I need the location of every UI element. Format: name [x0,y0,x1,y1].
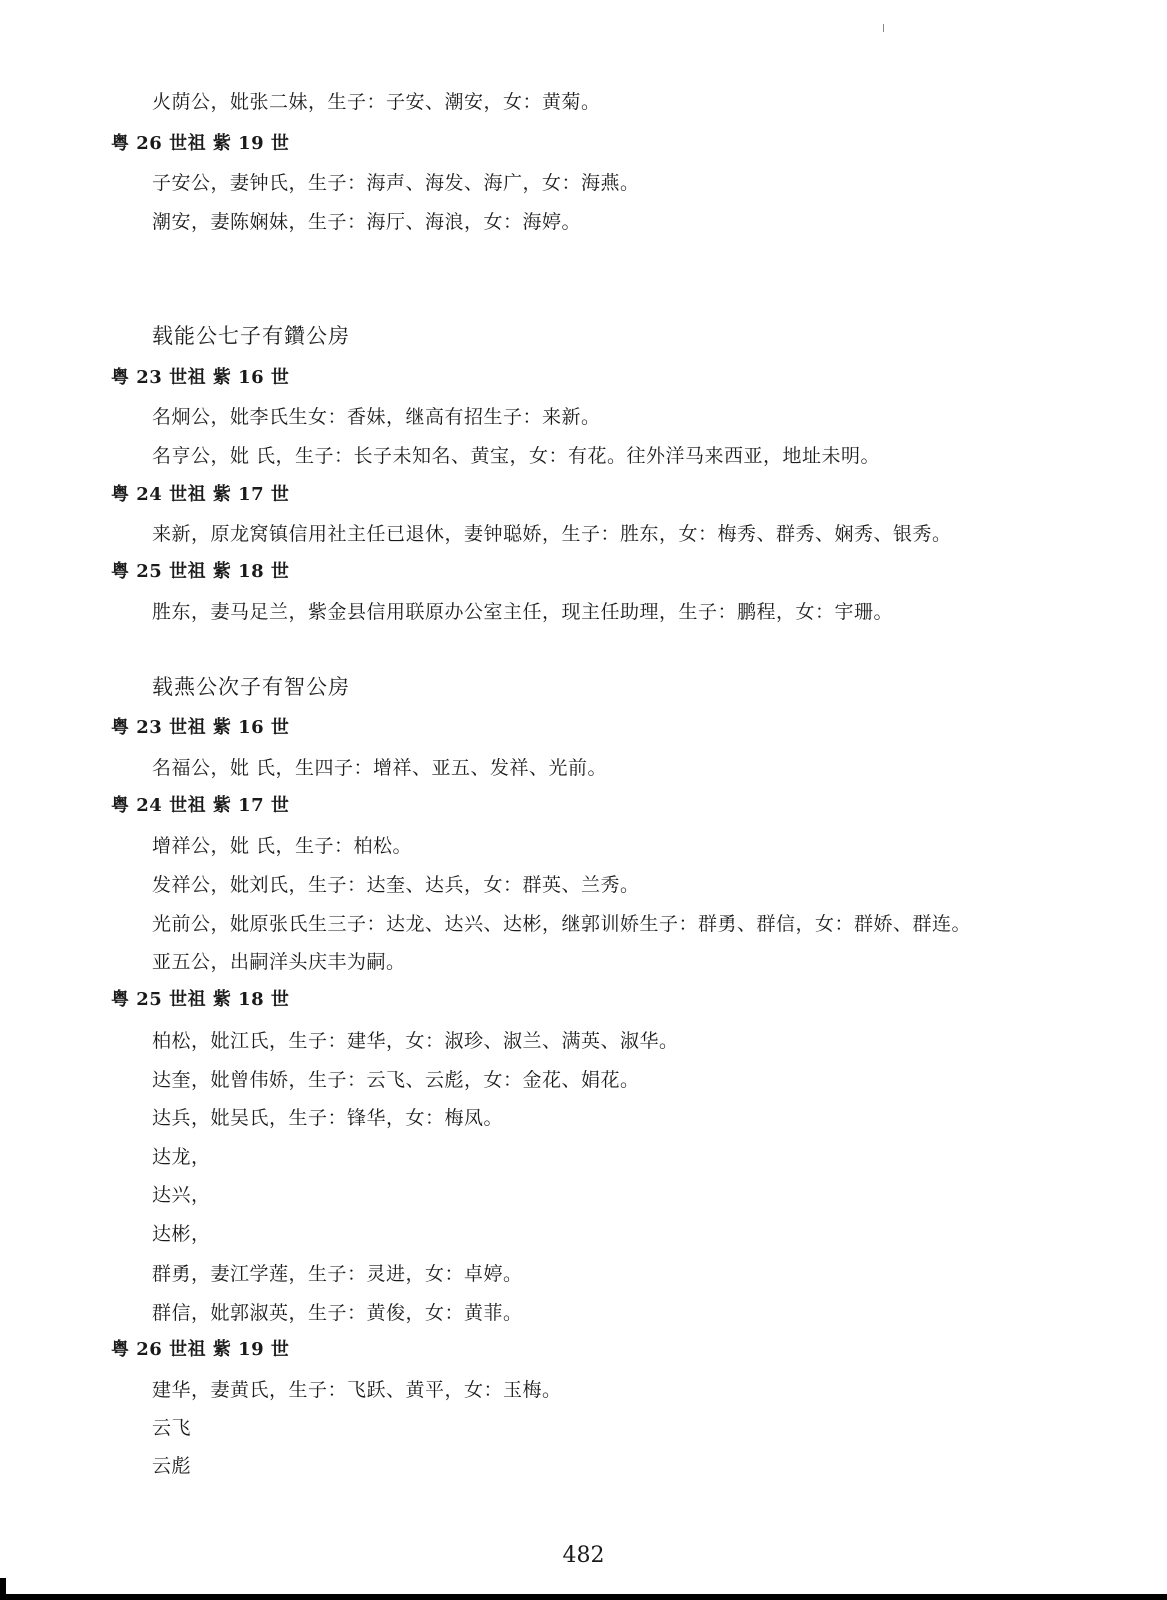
lineage-entry: 建华，妻黄氏，生子：飞跃、黄平，女：玉梅。 [152,1379,562,1401]
branch-heading: 载燕公次子有智公房 [152,675,350,699]
generation-heading: 粤 26 世祖 紫 19 世 [111,1339,290,1360]
generation-heading: 粤 23 世祖 紫 16 世 [111,717,290,738]
generation-heading: 粤 25 世祖 紫 18 世 [111,561,290,582]
lineage-entry: 达兵，妣吴氏，生子：锋华，女：梅凤。 [152,1107,504,1129]
lineage-entry: 达奎，妣曾伟娇，生子：云飞、云彪，女：金花、娟花。 [152,1069,640,1091]
lineage-entry: 火荫公，妣张二妹，生子：子安、潮安，女：黄菊。 [152,91,601,113]
lineage-entry: 发祥公，妣刘氏，生子：达奎、达兵，女：群英、兰秀。 [152,874,640,896]
lineage-entry: 名亨公，妣 氏，生子：长子未知名、黄宝，女：有花。往外洋马来西亚，地址未明。 [152,445,881,467]
lineage-entry: 潮安，妻陈娴妹，生子：海厅、海浪，女：海婷。 [152,211,582,233]
lineage-entry: 达兴， [152,1184,211,1206]
scan-edge-bottom [0,1594,1167,1600]
lineage-entry: 来新，原龙窝镇信用社主任已退休，妻钟聪娇，生子：胜东，女：梅秀、群秀、娴秀、银秀。 [152,523,952,545]
lineage-entry: 云飞 [152,1417,192,1439]
lineage-entry: 云彪 [152,1455,192,1477]
scan-edge-corner [0,1578,6,1600]
lineage-entry: 光前公，妣原张氏生三子：达龙、达兴、达彬，继郭训娇生子：群勇、群信，女：群娇、群连。 [152,913,972,935]
lineage-entry: 群信，妣郭淑英，生子：黄俊，女：黄菲。 [152,1302,523,1324]
page-number: 482 [562,1543,605,1568]
generation-heading: 粤 26 世祖 紫 19 世 [111,133,290,154]
lineage-entry: 达龙， [152,1146,211,1168]
generation-heading: 粤 24 世祖 紫 17 世 [111,795,290,816]
lineage-entry: 增祥公，妣 氏，生子：柏松。 [152,835,413,857]
lineage-entry: 柏松，妣江氏，生子：建华，女：淑珍、淑兰、满英、淑华。 [152,1030,679,1052]
branch-heading: 载能公七子有鑽公房 [152,324,350,348]
scan-speck [883,24,884,32]
lineage-entry: 名炯公，妣李氏生女：香妹，继高有招生子：来新。 [152,406,601,428]
generation-heading: 粤 24 世祖 紫 17 世 [111,484,290,505]
lineage-entry: 胜东，妻马足兰，紫金县信用联原办公室主任，现主任助理，生子：鹏程，女：宇珊。 [152,601,894,623]
generation-heading: 粤 25 世祖 紫 18 世 [111,989,290,1010]
lineage-entry: 子安公，妻钟氏，生子：海声、海发、海广，女：海燕。 [152,172,640,194]
lineage-entry: 群勇，妻江学莲，生子：灵进，女：卓婷。 [152,1263,523,1285]
generation-heading: 粤 23 世祖 紫 16 世 [111,367,290,388]
lineage-entry: 名福公，妣 氏，生四子：增祥、亚五、发祥、光前。 [152,757,608,779]
lineage-entry: 达彬， [152,1223,211,1245]
lineage-entry: 亚五公，出嗣洋头庆丰为嗣。 [152,951,406,973]
